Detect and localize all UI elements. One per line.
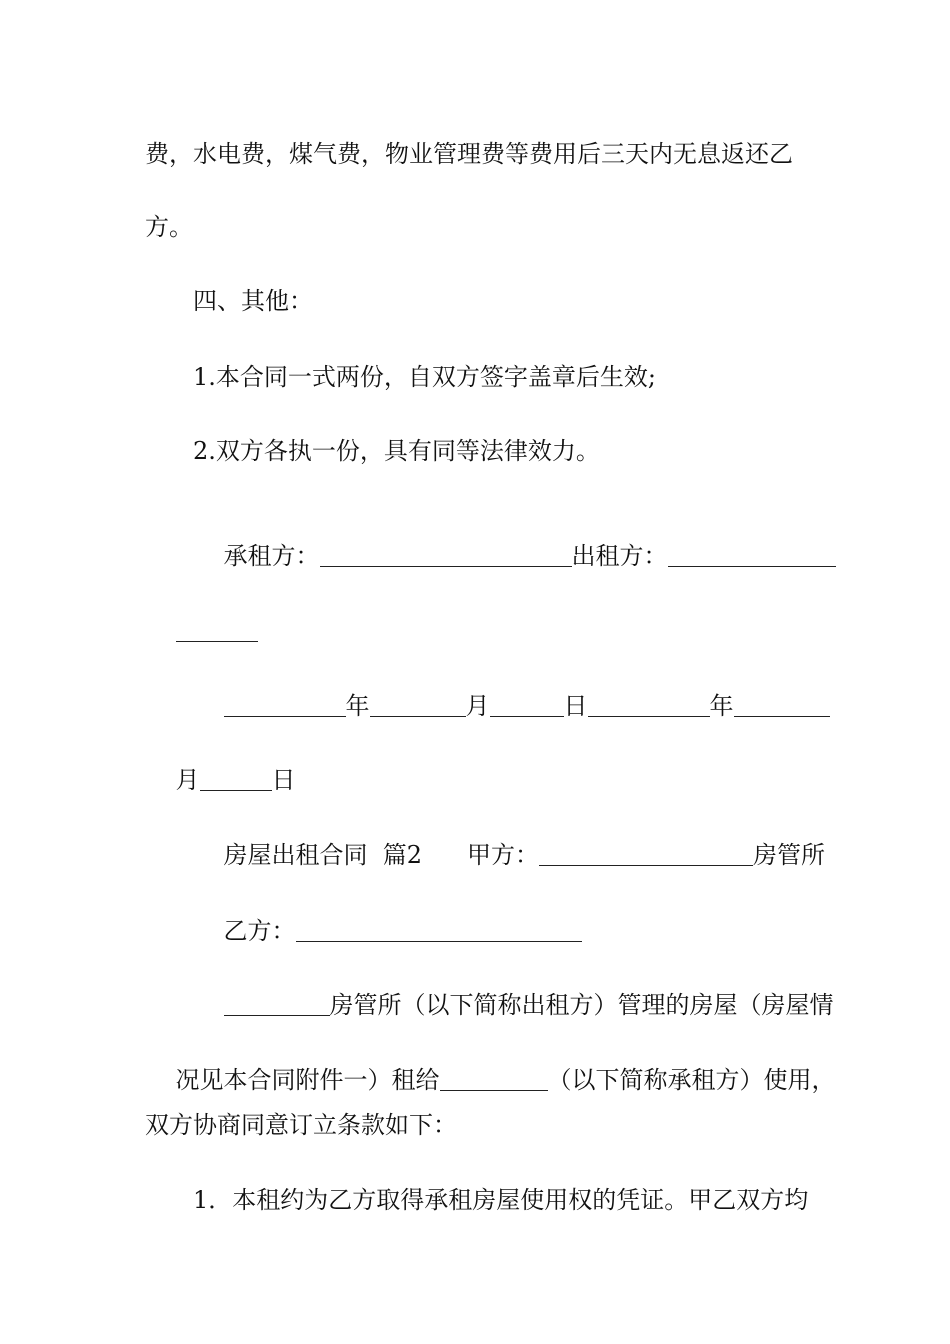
tenant-name-blank [440, 1066, 548, 1091]
paragraph-text: （以下简称承租方）使用， [547, 1066, 836, 1094]
year-label: 年 [345, 692, 370, 720]
party-b-blank [296, 917, 582, 942]
party-a-label: 甲方： [467, 841, 540, 869]
month-blank [734, 692, 830, 717]
month-label: 月 [465, 692, 490, 720]
landlord-blank [668, 542, 836, 567]
year-label: 年 [709, 692, 734, 720]
month-label: 月 [175, 766, 200, 794]
section-heading: 四、其他： [193, 287, 313, 315]
landlord-blank-continued [176, 617, 258, 642]
landlord-label: 出租方： [571, 542, 668, 570]
year-blank [224, 692, 346, 717]
signature-line [193, 511, 836, 601]
year-blank [588, 692, 710, 717]
day-label: 日 [563, 692, 588, 720]
tenant-blank [320, 542, 572, 567]
party-a-suffix: 房管所 [753, 841, 826, 869]
party-a-blank [539, 841, 753, 866]
contract-title: 房屋出租合同 篇2 [223, 841, 423, 869]
paragraph-text: 房管所（以下简称出租方）管理的房屋（房屋情 [329, 991, 834, 1019]
month-blank [370, 692, 466, 717]
paragraph-line: 费，水电费，煤气费，物业管理费等费用后三天内无息返还乙 [145, 140, 793, 168]
list-item: 1.本合同一式两份，自双方签字盖章后生效; [193, 363, 656, 391]
day-blank [200, 766, 272, 791]
paragraph-line: 双方协商同意订立条款如下： [145, 1111, 457, 1139]
day-label: 日 [271, 766, 296, 794]
clause-line: 1．本租约为乙方取得承租房屋使用权的凭证。甲乙双方均 [193, 1186, 809, 1214]
list-item: 2.双方各执一份，具有同等法律效力。 [193, 437, 600, 465]
day-blank [490, 692, 564, 717]
party-b-label: 乙方： [223, 917, 296, 945]
paragraph-line: 方。 [145, 213, 193, 241]
tenant-label: 承租方： [223, 542, 320, 570]
paragraph-text: 况见本合同附件一）租给 [175, 1066, 440, 1094]
housing-office-blank [224, 991, 330, 1016]
